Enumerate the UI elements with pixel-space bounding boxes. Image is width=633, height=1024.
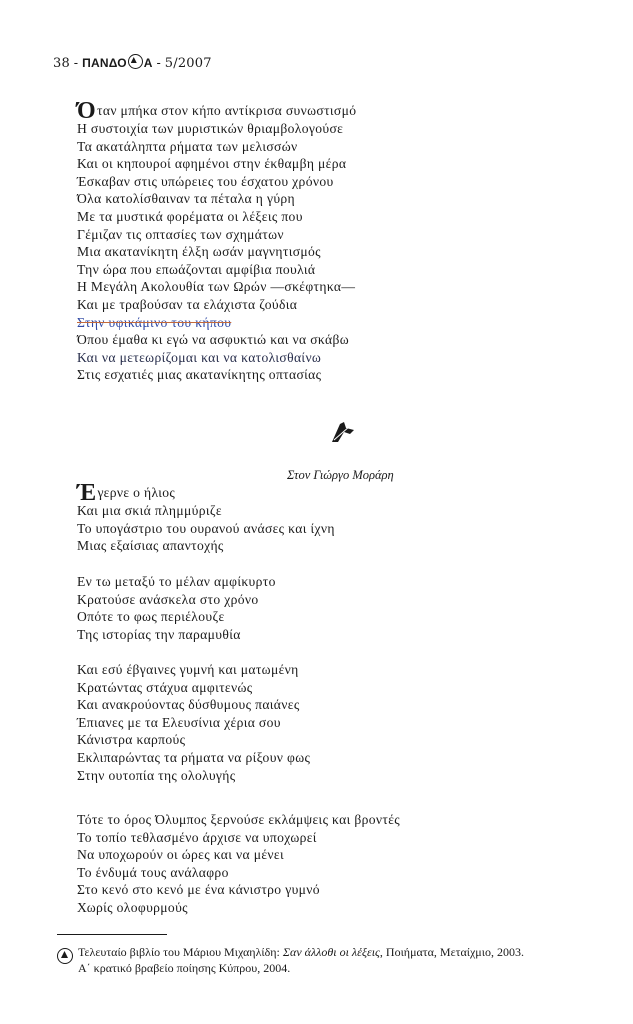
issue-number: 5/2007	[164, 56, 212, 71]
pandora-logo-icon	[57, 948, 73, 964]
poem-line: Μια ακατανίκητη έλξη ωσάν μαγνητισμός	[77, 244, 321, 260]
poem-2-stanza-2	[77, 573, 276, 643]
poem-line: Το ένδυμά τους ανάλαφρο	[77, 864, 229, 880]
poem-line: Μιας εξαίσιας απαντοχής	[77, 538, 224, 554]
footnote	[78, 944, 628, 976]
poem-line: Και με τραβούσαν τα ελάχιστα ζούδια	[77, 296, 298, 312]
poem-line: Οπότε το φως περιέλουζε	[77, 609, 225, 625]
poem-line: Κρατώντας στάχυα αμφιτενώς	[77, 679, 253, 695]
poem-line: Την ώρα που επωάζονται αμφίβια πουλιά	[77, 261, 316, 277]
poem-line: Και να μετεωρίζομαι και να κατολισθαίνω	[77, 349, 322, 365]
poem-line: Κάνιστρα καρπούς	[77, 732, 186, 748]
pandora-logo-icon	[128, 54, 143, 69]
poem-line: Το τοπίο τεθλασμένο άρχισε να υποχωρεί	[77, 829, 317, 845]
poem-line: Έπιανες με τα Ελευσίνια χέρια σου	[77, 714, 281, 730]
poem-line: Χωρίς ολοφυρμούς	[77, 899, 188, 915]
poem-line: Τότε το όρος Όλυμπος ξερνούσε εκλάμψεις και βροντές	[77, 812, 401, 827]
poem-2-stanza-4	[77, 811, 400, 917]
dedication: Στον Γιώργο Μοράρη	[287, 468, 394, 482]
poem-2-stanza-1	[77, 480, 335, 555]
poem-line: Τα ακατάληπτα ρήματα των μελισσών	[77, 138, 298, 154]
poem-line: Όλα κατολίσθαιναν τα πέταλα η γύρη	[77, 191, 296, 207]
footnote-line-1	[78, 944, 628, 960]
poem-line: Στις εσχατιές μιας ακατανίκητης οπτασίας	[77, 367, 322, 383]
drop-cap: Έ	[77, 480, 97, 506]
footnote-text: Τελευταίο βιβλίο του Μάριου Μιχαηλίδη:	[78, 945, 283, 959]
footnote-line-2: Α΄ κρατικό βραβείο ποίησης Κύπρου, 2004.	[78, 961, 291, 975]
magazine-name-prefix: ΠΑΝΔΟ	[82, 56, 127, 70]
poem-line: Και οι κηπουροί αφημένοι στην έκθαμβη μέρα	[77, 156, 347, 172]
page-number: 38	[53, 56, 70, 71]
poem-line: Εν τω μεταξύ το μέλαν αμφίκυρτο	[77, 574, 276, 589]
poem-line: Της ιστορίας την παραμυθία	[77, 626, 241, 642]
poem-line: Στο κενό στο κενό με ένα κάνιστρο γυμνό	[77, 882, 320, 898]
magazine-name-suffix: Α	[143, 56, 153, 70]
poem-line: Και εσύ έβγαινες γυμνή και ματωμένη	[77, 662, 299, 677]
poem-line: Γέμιζαν τις οπτασίες των σχημάτων	[77, 226, 284, 242]
book-title: Σαν άλλοθι οι λέξεις	[282, 945, 380, 959]
poem-line: Στην ουτοπία της ολολυγής	[77, 767, 236, 783]
poem-line	[77, 480, 335, 506]
poem-line-struck: Στην υφικάμινο του κήπου	[77, 314, 232, 330]
poem-line: Και ανακρούοντας δύσθυμους παιάνες	[77, 697, 300, 713]
poem-line: Να υποχωρούν οι ώρες και να μένει	[77, 847, 284, 863]
header-separator: -	[156, 55, 161, 70]
footnote-divider	[57, 934, 167, 935]
footnote-text: , Ποιήματα, Μεταίχμιο, 2003.	[379, 945, 524, 959]
poem-line: Η συστοιχία των μυριστικών θριαμβολογούσε	[77, 121, 344, 136]
poem-line: Κρατούσε ανάσκελα στο χρόνο	[77, 591, 259, 607]
poem-line: Η Μεγάλη Ακολουθία των Ωρών —σκέφτηκα—	[77, 279, 356, 295]
poem-line: Το υπογάστριο του ουρανού ανάσες και ίχνη	[77, 520, 335, 536]
drop-cap: Ό	[77, 98, 97, 124]
poem-line: Και μια σκιά πλημμύριζε	[77, 503, 222, 518]
poem-line: Έσκαβαν στις υπώρειες του έσχατου χρόνου	[77, 173, 334, 189]
poem-line: Εκλιπαρώντας τα ρήματα να ρίξουν φως	[77, 749, 311, 765]
poem-line: Με τα μυστικά φορέματα οι λέξεις που	[77, 208, 303, 224]
header-separator: -	[73, 55, 79, 70]
poem-line-text: ταν μπήκα στον κήπο αντίκρισα συνωστισμό	[97, 103, 357, 118]
poem-line: Όπου έμαθα κι εγώ να ασφυκτιώ και να σκάβω	[77, 332, 350, 348]
quill-ornament-icon	[330, 420, 356, 444]
poem-line	[77, 98, 357, 124]
poem-2-stanza-3	[77, 661, 310, 784]
poem-1	[77, 98, 357, 384]
poem-line-text: γερνε ο ήλιος	[97, 485, 176, 500]
running-header	[53, 54, 212, 71]
